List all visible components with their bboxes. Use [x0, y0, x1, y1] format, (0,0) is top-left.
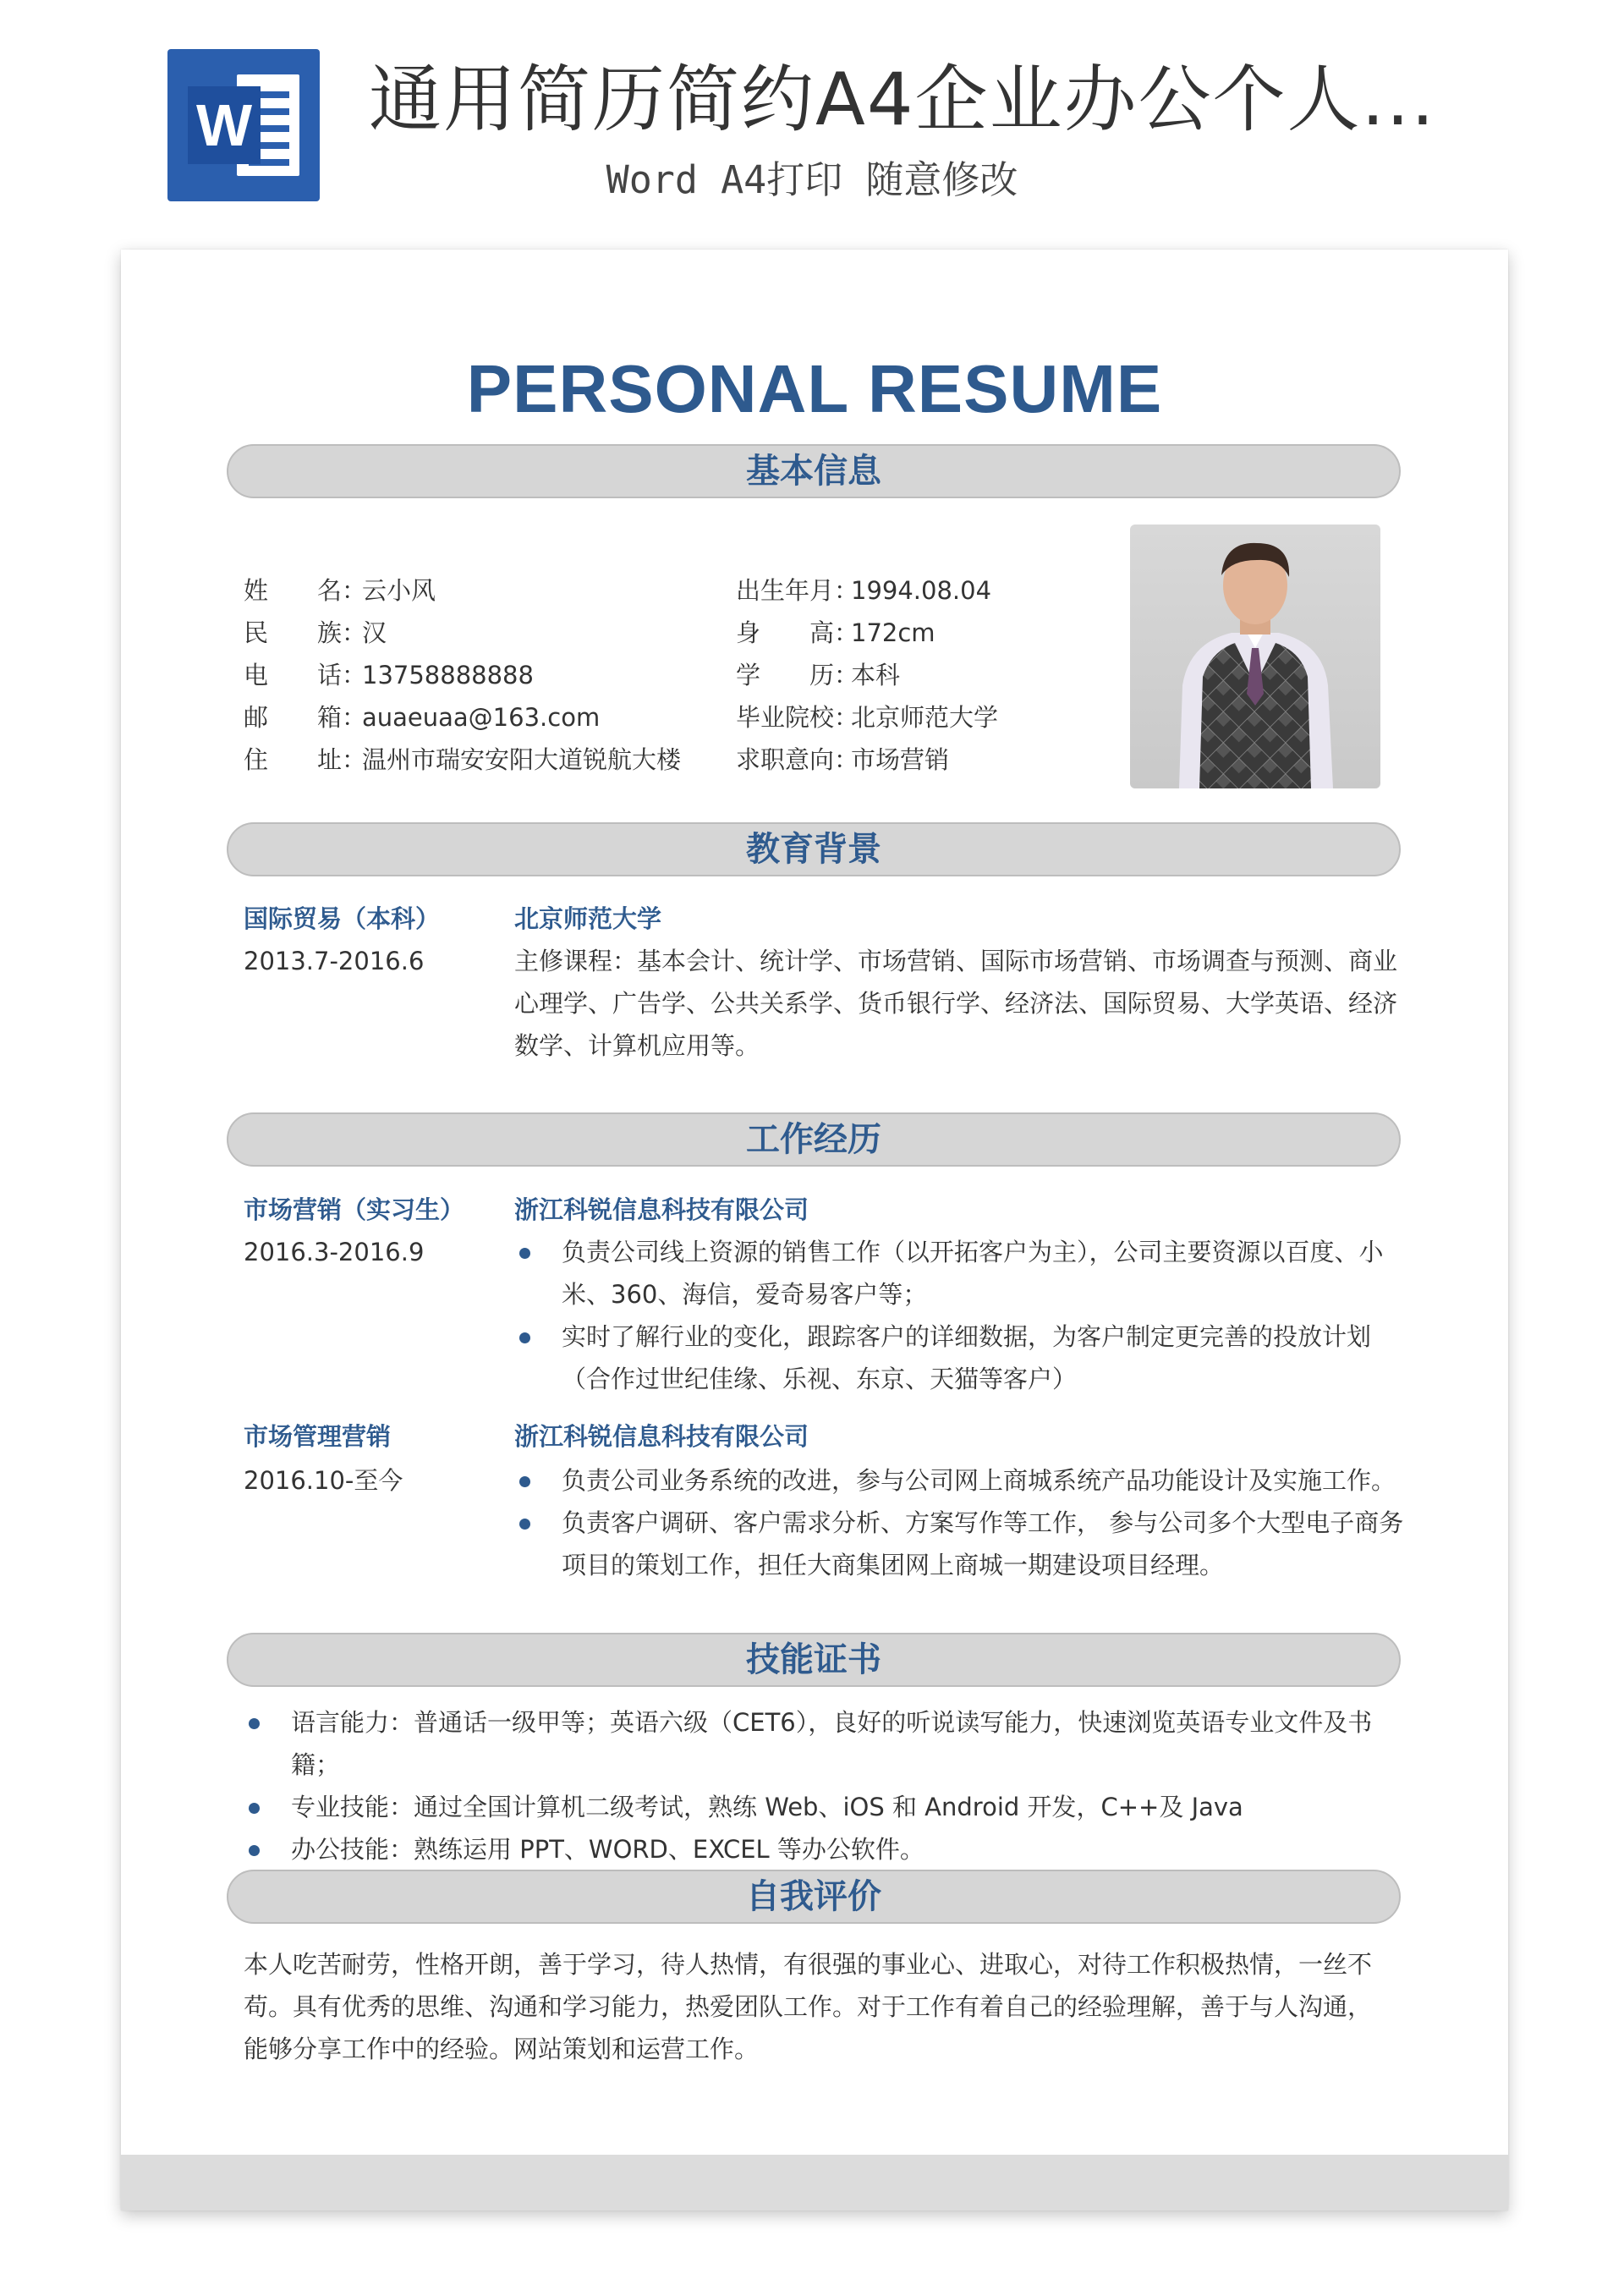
- info-row-education-level: 学 历：本科: [736, 661, 901, 689]
- work-1-period: 2016.3-2016.9: [244, 1238, 425, 1266]
- profile-photo: [1130, 525, 1380, 788]
- portrait-illustration: [1130, 525, 1380, 788]
- info-row-name: 姓 名：云小风: [244, 576, 436, 605]
- info-row-ethnicity: 民 族：汉: [244, 618, 387, 647]
- section-header-education: 教育背景: [227, 822, 1401, 876]
- education-period: 2013.7-2016.6: [244, 947, 425, 975]
- list-item: 负责客户调研、客户需求分析、方案写作等工作， 参与公司多个大型电子商务项目的策划工作，担任大商集团网上商城一期建设项目经理。: [514, 1502, 1407, 1586]
- work-1-duties: [514, 1231, 1407, 1400]
- work-1-company: 浙江科锐信息科技有限公司: [514, 1195, 809, 1224]
- document-title: 通用简历简约A4企业办公个人...: [369, 58, 1436, 142]
- list-item: 实时了解行业的变化，跟踪客户的详细数据，为客户制定更完善的投放计划（合作过世纪佳缘、乐视、东京、天猫等客户）: [514, 1316, 1407, 1400]
- list-item: 负责公司线上资源的销售工作（以开拓客户为主），公司主要资源以百度、小米、360、海信，爱奇易客户等；: [514, 1231, 1407, 1316]
- self-evaluation-text: 本人吃苦耐劳，性格开朗，善于学习，待人热情，有很强的事业心、进取心，对待工作积极热情，一丝不苟。具有优秀的思维、沟通和学习能力，热爱团队工作。对于工作有着自己的经验理解，善于与人沟通，能够分享工作中的经验。网站策划和运营工作。: [244, 1950, 1373, 2063]
- work-2-company: 浙江科锐信息科技有限公司: [514, 1422, 809, 1451]
- info-row-phone: 电 话：13758888888: [244, 661, 534, 689]
- education-school: 北京师范大学: [514, 904, 662, 933]
- section-header-self-evaluation: 自我评价: [227, 1870, 1401, 1924]
- education-major: 国际贸易（本科）: [244, 904, 441, 933]
- info-row-address: 住 址：温州市瑞安安阳大道锐航大楼: [244, 745, 682, 774]
- list-item: 负责公司业务系统的改进，参与公司网上商城系统产品功能设计及实施工作。: [514, 1459, 1407, 1502]
- list-item: 办公技能：熟练运用 PPT、WORD、EXCEL 等办公软件。: [244, 1828, 1411, 1870]
- work-2-duties: [514, 1459, 1407, 1586]
- info-row-school: 毕业院校：北京师范大学: [736, 703, 999, 732]
- education-courses: 主修课程：基本会计、统计学、市场营销、国际市场营销、市场调查与预测、商业心理学、广告学、公共关系学、货币银行学、经济法、国际贸易、大学英语、经济数学、计算机应用等。: [514, 947, 1398, 1060]
- info-row-birthdate: 出生年月：1994.08.04: [736, 576, 992, 605]
- list-item: 专业技能：通过全国计算机二级考试，熟练 Web、iOS 和 Android 开发，C++及 Java: [244, 1786, 1411, 1828]
- work-2-position: 市场管理营销: [244, 1422, 392, 1451]
- document-subtitle: Word A4打印 随意修改: [606, 157, 1018, 202]
- skills-list: [244, 1701, 1411, 1870]
- list-item: 语言能力：普通话一级甲等；英语六级（CET6），良好的听说读写能力，快速浏览英语专业文件及书籍；: [244, 1701, 1411, 1786]
- word-letter: W: [188, 86, 261, 164]
- work-1-position: 市场营销（实习生）: [244, 1195, 465, 1224]
- info-row-email: 邮 箱：auaeuaa@163.com: [244, 703, 601, 732]
- section-header-work: 工作经历: [227, 1112, 1401, 1167]
- resume-title: PERSONAL RESUME: [466, 351, 1163, 426]
- info-row-job-intention: 求职意向：市场营销: [736, 745, 950, 774]
- section-header-basic-info: 基本信息: [227, 444, 1401, 498]
- page-footer-band: [121, 2155, 1508, 2211]
- info-row-height: 身 高：172cm: [736, 618, 935, 647]
- section-header-skills: 技能证书: [227, 1633, 1401, 1687]
- resume-page: [121, 250, 1508, 2211]
- work-2-period: 2016.10-至今: [244, 1466, 403, 1495]
